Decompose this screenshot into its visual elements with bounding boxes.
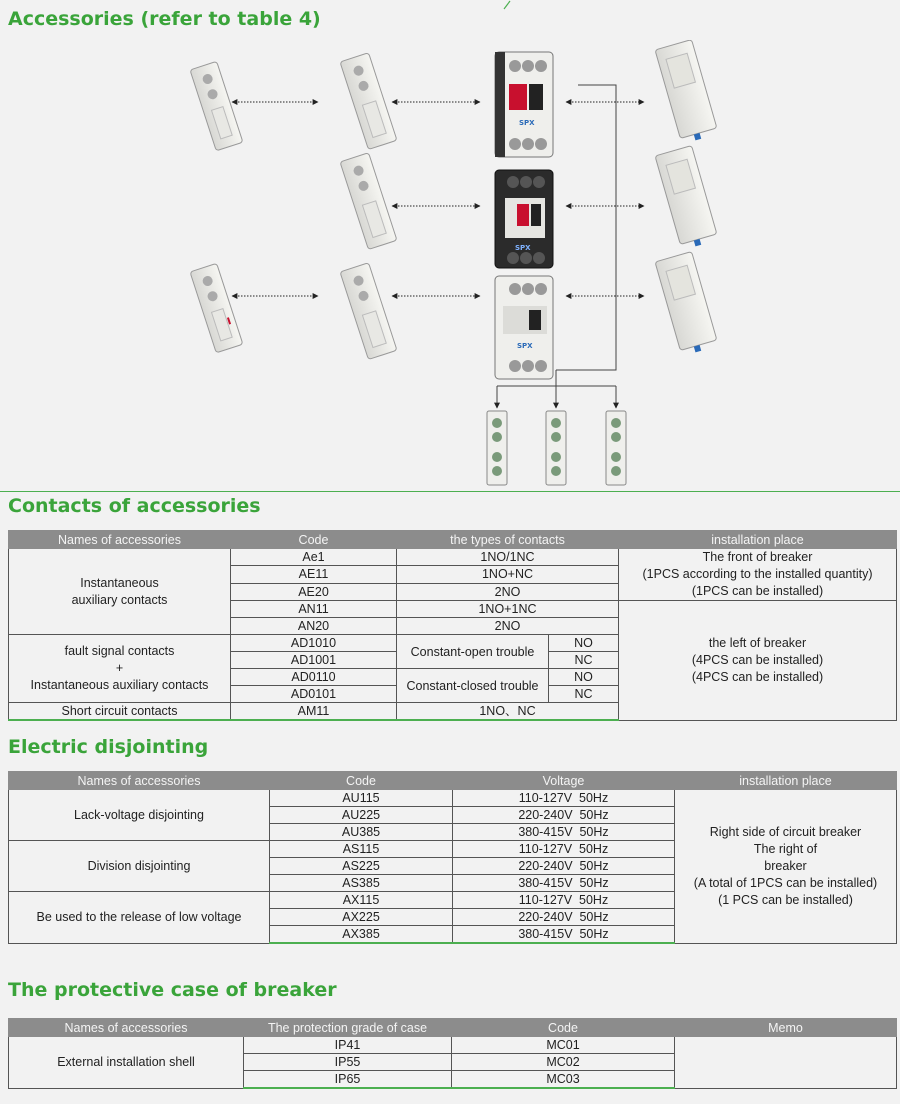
brand-label-1: SPX — [519, 119, 535, 127]
voltage-cell: 110-127V 50Hz — [453, 790, 675, 807]
aux-contact-module-5 — [340, 263, 397, 360]
motor-breaker-1 — [495, 52, 553, 157]
section-title-accessories: Accessories (refer to table 4) — [8, 8, 321, 30]
trouble-type: Constant-open trouble — [397, 635, 549, 669]
col-header: Names of accessories — [9, 772, 270, 790]
col-header: Names of accessories — [9, 1019, 244, 1037]
code-cell: AE11 — [231, 566, 397, 583]
code-cell: AS225 — [270, 858, 453, 875]
installation-place: The front of breaker (1PCS according to the installed quantity) (1PCS can be installed) — [619, 549, 897, 601]
front-contact-block-3 — [606, 411, 626, 485]
code-cell: AX385 — [270, 926, 453, 944]
code-cell: MC03 — [452, 1071, 675, 1089]
code-cell: AX225 — [270, 909, 453, 926]
front-contact-block-1 — [487, 411, 507, 485]
state-cell: NC — [549, 686, 619, 703]
state-cell: NO — [549, 669, 619, 686]
accessory-name: Instantaneous auxiliary contacts — [9, 549, 231, 635]
code-cell: AD1001 — [231, 652, 397, 669]
aux-contact-module-1 — [190, 61, 243, 150]
col-header: Code — [452, 1019, 675, 1037]
brand-label-2: SPX — [515, 244, 531, 252]
type-cell: 2NO — [397, 583, 619, 600]
code-cell: AU115 — [270, 790, 453, 807]
table-row — [9, 549, 897, 566]
type-cell: 2NO — [397, 618, 619, 635]
code-cell: MC01 — [452, 1037, 675, 1054]
voltage-cell: 110-127V 50Hz — [453, 841, 675, 858]
front-contact-block-2 — [546, 411, 566, 485]
divider — [0, 491, 900, 492]
grade-cell: IP55 — [244, 1054, 452, 1071]
col-header: The protection grade of case — [244, 1019, 452, 1037]
code-cell: AD0110 — [231, 669, 397, 686]
voltage-cell: 220-240V 50Hz — [453, 858, 675, 875]
memo-cell — [675, 1037, 897, 1089]
code-cell: AX115 — [270, 892, 453, 909]
aux-contact-module-2 — [340, 53, 397, 150]
motor-breaker-3 — [495, 276, 553, 379]
col-header: Code — [231, 531, 397, 549]
type-cell: 1NO+NC — [397, 566, 619, 583]
code-cell: AD0101 — [231, 686, 397, 703]
code-cell: AU385 — [270, 824, 453, 841]
accessories-diagram — [0, 40, 900, 495]
state-cell: NO — [549, 635, 619, 652]
col-header: Code — [270, 772, 453, 790]
section-title-case: The protective case of breaker — [8, 979, 337, 1001]
aux-contact-module-3 — [340, 153, 397, 250]
accessory-name: Division disjointing — [9, 841, 270, 892]
code-cell: AN20 — [231, 618, 397, 635]
col-header: the types of contacts — [397, 531, 619, 549]
voltage-cell: 110-127V 50Hz — [453, 892, 675, 909]
type-cell: 1NO+1NC — [397, 601, 619, 618]
trouble-type: Constant-closed trouble — [397, 669, 549, 703]
code-cell: AE20 — [231, 583, 397, 600]
code-cell: AU225 — [270, 807, 453, 824]
voltage-cell: 220-240V 50Hz — [453, 807, 675, 824]
voltage-cell: 380-415V 50Hz — [453, 875, 675, 892]
connection-arrows — [232, 102, 644, 296]
contacts-table — [8, 530, 897, 721]
accessory-name: fault signal contacts + Instantaneous auxiliary contacts — [9, 635, 231, 703]
col-header: installation place — [619, 531, 897, 549]
accessory-name: Short circuit contacts — [9, 703, 231, 721]
motor-breaker-2 — [495, 170, 553, 268]
section-title-contacts: Contacts of accessories — [8, 495, 261, 517]
code-cell: AS115 — [270, 841, 453, 858]
col-header: Voltage — [453, 772, 675, 790]
installation-place: Right side of circuit breaker The right of breaker (A total of 1PCS can be installed) (1 PCS can be installed) — [675, 790, 897, 944]
table-row — [9, 1037, 897, 1054]
side-release-module-2 — [655, 146, 719, 251]
installation-place: the left of breaker (4PCS can be installed) (4PCS can be installed) — [619, 601, 897, 721]
grade-cell: IP41 — [244, 1037, 452, 1054]
table-row — [9, 772, 897, 790]
code-cell: AS385 — [270, 875, 453, 892]
accessory-name: Lack-voltage disjointing — [9, 790, 270, 841]
col-header: Names of accessories — [9, 531, 231, 549]
table-row — [9, 1019, 897, 1037]
code-cell: Ae1 — [231, 549, 397, 566]
voltage-cell: 380-415V 50Hz — [453, 926, 675, 944]
side-release-module-3 — [655, 252, 719, 357]
disjointing-table — [8, 771, 897, 944]
voltage-cell: 380-415V 50Hz — [453, 824, 675, 841]
code-cell: AD1010 — [231, 635, 397, 652]
type-cell: 1NO、NC — [397, 703, 619, 721]
case-table — [8, 1018, 897, 1089]
col-header: installation place — [675, 772, 897, 790]
grade-cell: IP65 — [244, 1071, 452, 1089]
top-accent-mark — [502, 0, 512, 10]
brand-label-3: SPX — [517, 342, 533, 350]
state-cell: NC — [549, 652, 619, 669]
aux-contact-module-4 — [190, 263, 243, 352]
section-title-disjointing: Electric disjointing — [8, 736, 209, 758]
accessory-name: External installation shell — [9, 1037, 244, 1089]
voltage-cell: 220-240V 50Hz — [453, 909, 675, 926]
col-header: Memo — [675, 1019, 897, 1037]
code-cell: MC02 — [452, 1054, 675, 1071]
accessory-name: Be used to the release of low voltage — [9, 892, 270, 944]
table-row — [9, 790, 897, 807]
table-header-row — [9, 531, 897, 549]
type-cell: 1NO/1NC — [397, 549, 619, 566]
code-cell: AN11 — [231, 601, 397, 618]
side-release-module-1 — [655, 40, 719, 144]
code-cell: AM11 — [231, 703, 397, 721]
